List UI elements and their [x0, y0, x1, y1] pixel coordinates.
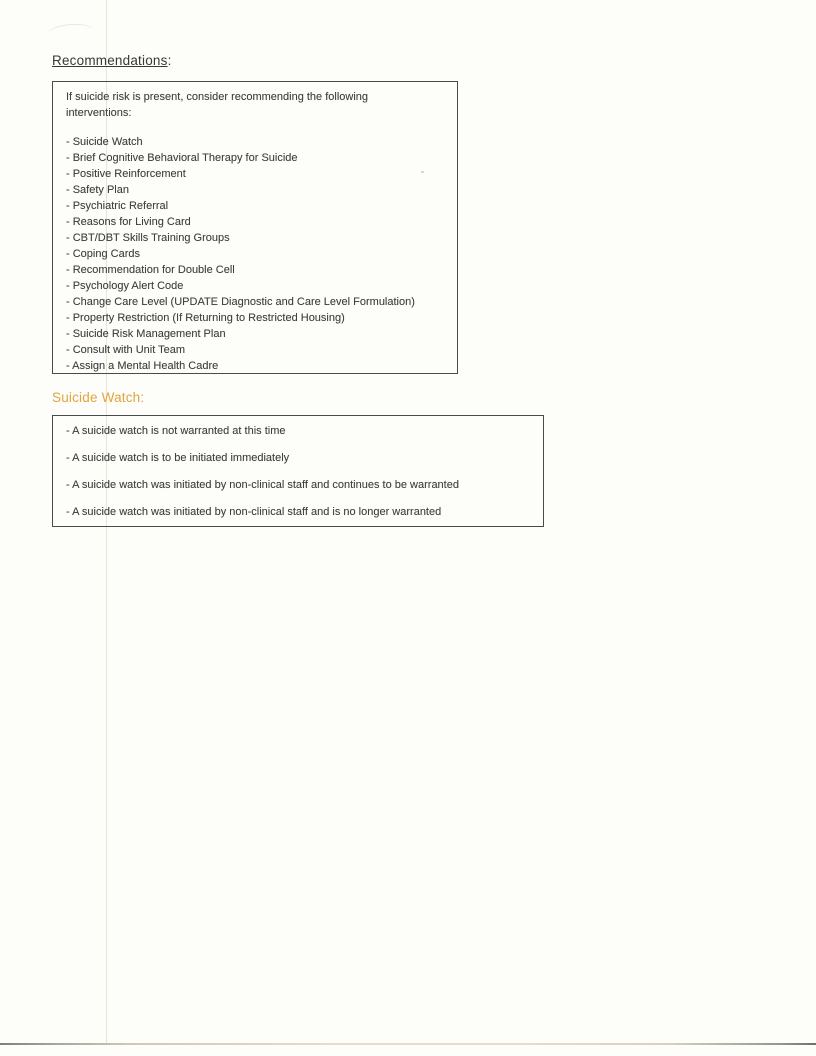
suicide-watch-heading: Suicide Watch:	[52, 390, 145, 405]
recommendation-item: - Brief Cognitive Behavioral Therapy for Suicide	[66, 152, 298, 164]
recommendation-item: - Safety Plan	[66, 184, 129, 196]
recommendation-item: - Coping Cards	[66, 248, 140, 260]
recommendation-item: - Property Restriction (If Returning to Restricted Housing)	[66, 312, 345, 324]
recommendation-item: - Suicide Watch	[66, 136, 143, 148]
paper-bottom-edge	[0, 1043, 816, 1045]
recommendation-item: - Suicide Risk Management Plan	[66, 328, 226, 340]
recommendations-heading-text: Recommendations	[52, 53, 168, 68]
recommendation-item: - Positive Reinforcement	[66, 168, 186, 180]
recommendation-item: - Assign a Mental Health Cadre	[66, 360, 219, 372]
suicide-watch-option: - A suicide watch is not warranted at this time	[66, 425, 286, 437]
recommendation-item: - Change Care Level (UPDATE Diagnostic and Care Level Formulation)	[66, 296, 415, 308]
suicide-watch-box	[52, 415, 544, 527]
recommendation-item: - Psychiatric Referral	[66, 200, 169, 212]
recommendation-item: - Recommendation for Double Cell	[66, 264, 235, 276]
recommendations-heading	[52, 53, 172, 68]
recommendation-item: - Psychology Alert Code	[66, 280, 184, 292]
recommendations-intro-line: interventions:	[66, 107, 132, 119]
recommendations-intro	[66, 89, 447, 121]
suicide-watch-option: - A suicide watch was initiated by non-clinical staff and continues to be warranted	[66, 479, 459, 491]
recommendations-heading-colon: :	[167, 53, 172, 68]
recommendation-item: - Consult with Unit Team	[66, 344, 186, 356]
suicide-watch-options	[66, 418, 533, 526]
recommendations-intro-line: If suicide risk is present, consider recommending the following	[66, 91, 369, 103]
recommendations-box	[52, 81, 458, 374]
suicide-watch-option: - A suicide watch was initiated by non-clinical staff and is no longer warranted	[66, 506, 442, 518]
suicide-watch-option: - A suicide watch is to be initiated immediately	[66, 452, 290, 464]
recommendation-item: - CBT/DBT Skills Training Groups	[66, 232, 230, 244]
recommendations-list	[66, 134, 447, 374]
recommendation-item: - Reasons for Living Card	[66, 216, 191, 228]
pencil-mark	[47, 22, 94, 42]
